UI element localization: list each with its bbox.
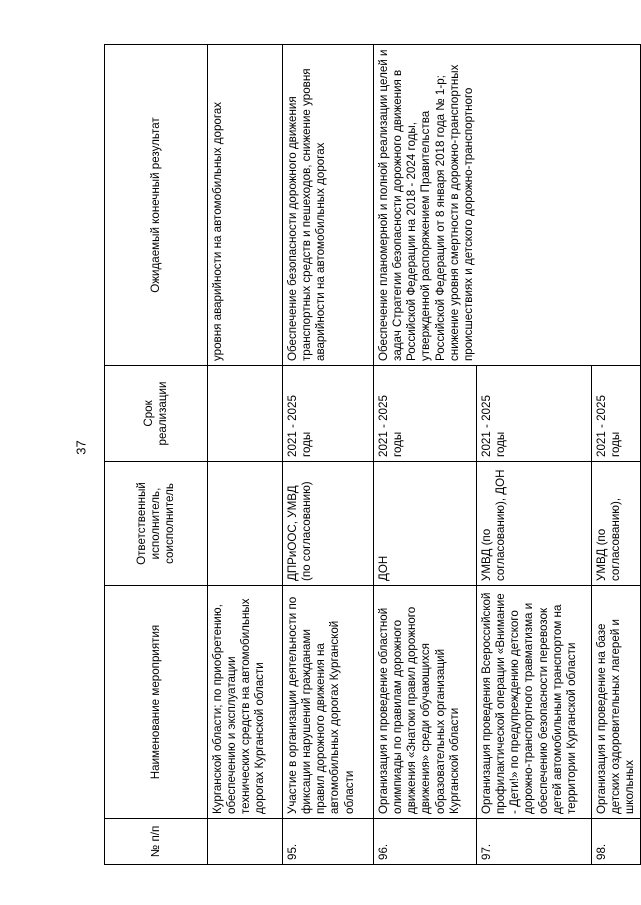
cell-num: 95. <box>283 819 374 865</box>
cell-executor: ДПРиООС, УМВД (по согласованию) <box>283 462 374 586</box>
page-body <box>104 45 637 865</box>
cell-name: Организация проведения Всероссийской профилактической операции «Внимание - Дети!» по предупреждению детского дорожно-транспортного травматизма и обеспечению безопасности перевозок детей автомобильным транспортом на территории Курганской области <box>477 586 592 819</box>
table-row <box>208 45 283 865</box>
table-header-row <box>105 45 208 865</box>
cell-num: 98. <box>592 819 641 865</box>
rotated-table-container <box>104 45 637 865</box>
cell-executor: ДОН <box>374 462 477 586</box>
header-result: Ожидаемый конечный результат <box>105 45 208 366</box>
cell-term: 2021 - 2025 годы <box>283 366 374 462</box>
header-name: Наименование мероприятия <box>105 586 208 819</box>
header-num: № п/п <box>105 819 208 865</box>
cell-result: Обеспечение безопасности дорожного движения транспортных средств и пешеходов, снижение уровня аварийности на автомобильных дорогах <box>283 45 374 366</box>
page-number: 37 <box>73 440 89 455</box>
table-row <box>374 45 477 865</box>
cell-term: 2021 - 2025 годы <box>592 366 641 462</box>
cell-name: Организация и проведение на базе детских оздоровительных лагерей и школьных <box>592 586 641 819</box>
cell-num: 97. <box>477 819 592 865</box>
header-executor: Ответственный исполнитель, соисполнитель <box>105 462 208 586</box>
cell-executor: УМВД (по согласованию), ДОН <box>477 462 592 586</box>
cell-name: Организация и проведение областной олимпиады по правилам дорожного движения «Знатоки правил дорожного движения» среди обучающихся образовательных организаций Курганской области <box>374 586 477 819</box>
cell-result: Обеспечение планомерной и полной реализации целей и задач Стратегии безопасности дорожного движения в Российской Федерации на 2018 - 2024 годы, утвержденной распоряжением Правительства Российской Федерации от 8 января 2018 года № 1-р; снижение уровня смертности в дорожно-транспортных происшествиях и детского дорожно-транспортного <box>374 45 641 366</box>
cell-term <box>208 366 283 462</box>
cell-executor: УМВД (по согласованию), <box>592 462 641 586</box>
cell-num <box>208 819 283 865</box>
table-row <box>283 45 374 865</box>
cell-name: Участие в организации деятельности по фиксации нарушений гражданами правил дорожного движения на автомобильных дорогах Курганской области <box>283 586 374 819</box>
cell-term: 2021 - 2025 годы <box>477 366 592 462</box>
cell-num: 96. <box>374 819 477 865</box>
cell-name: Курганской области; по приобретению, обеспечению и эксплуатации технических средств на автомобильных дорогах Курганской области <box>208 586 283 819</box>
events-table <box>104 44 641 865</box>
cell-term: 2021 - 2025 годы <box>374 366 477 462</box>
cell-result: уровня аварийности на автомобильных дорогах <box>208 45 283 366</box>
header-term: Срок реализации <box>105 366 208 462</box>
cell-executor <box>208 462 283 586</box>
